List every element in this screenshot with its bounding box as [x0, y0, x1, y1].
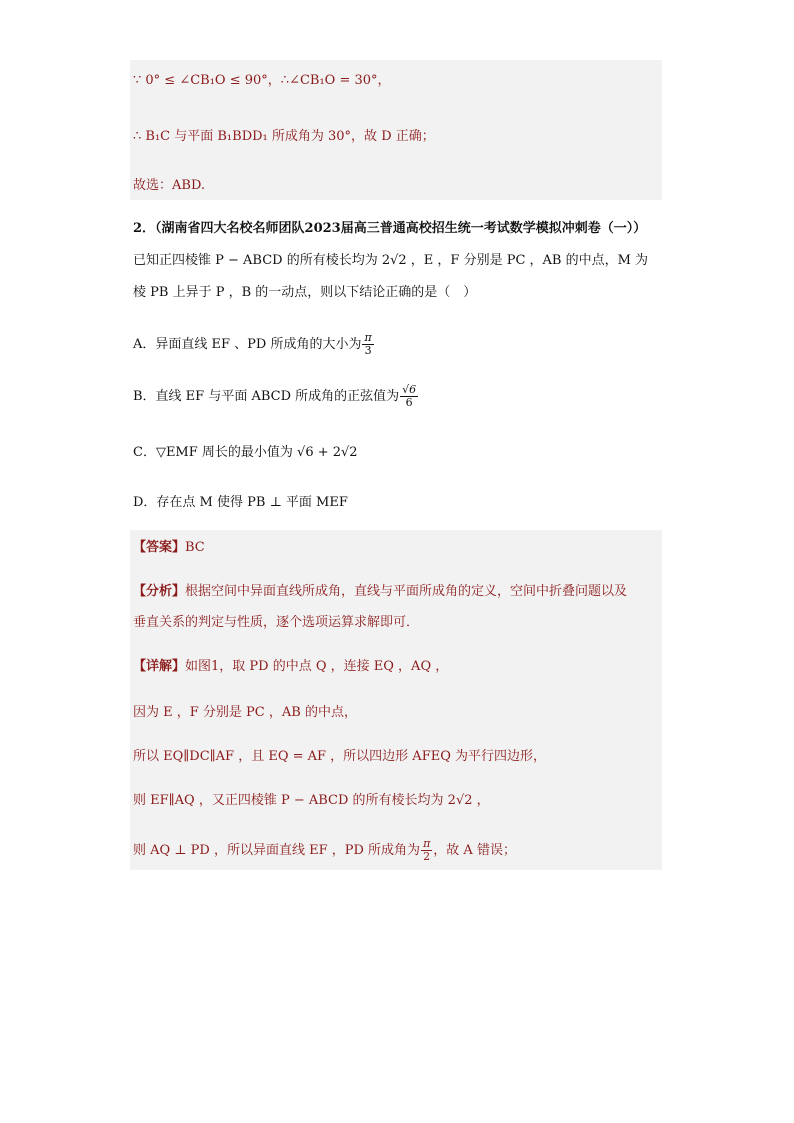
analysis-text-1: 根据空间中异面直线所成角，直线与平面所成角的定义，空间中折叠问题以及: [185, 584, 628, 599]
question-header: [133, 220, 646, 238]
detail-line-4: 则 EF∥AQ ，又正四棱锥 P − ABCD 的所有棱长均为 2√2 ，: [133, 793, 490, 808]
solution-box: [130, 530, 662, 870]
analysis-line-2: 垂直关系的判定与性质，逐个选项运算求解即可．: [133, 615, 420, 630]
option-a-text: A．异面直线 EF 、PD 所成角的大小为: [133, 337, 362, 352]
option-a: [133, 332, 375, 358]
answer-value: BC: [185, 540, 205, 555]
detail-frac-den: 2: [423, 850, 431, 863]
option-c: C．▽EMF 周长的最小值为 √6 + 2√2: [133, 445, 358, 460]
option-d: D．存在点 M 使得 PB ⊥ 平面 MEF: [133, 495, 348, 510]
detail-frac-num: π: [423, 837, 431, 850]
analysis-label: 【分析】: [133, 584, 186, 599]
question-stem-line-1: 已知正四棱锥 P − ABCD 的所有棱长均为 2√2 ，E ，F 分别是 PC ，AB 的中点，M 为: [133, 253, 649, 268]
detail-text-1: 如图1，取 PD 的中点 Q ，连接 EQ ，AQ ，: [185, 659, 449, 674]
detail-text-5: 则 AQ ⊥ PD ，所以异面直线 EF ，PD 所成角为: [133, 843, 421, 858]
detail-line-5-fraction: [421, 838, 432, 863]
answer-line: [133, 539, 205, 557]
option-b-text: B．直线 EF 与平面 ABCD 所成角的正弦值为: [133, 389, 400, 404]
analysis-line-1: [133, 583, 627, 601]
top-line-2: ∴ B₁C 与平面 B₁BDD₁ 所成角为 30°，故 D 正确；: [133, 129, 435, 144]
option-b-fraction: [400, 384, 418, 409]
question-number: 2．: [133, 221, 156, 236]
option-a-frac-den: 3: [364, 344, 372, 357]
answer-label: 【答案】: [133, 540, 186, 555]
option-a-frac-num: π: [364, 331, 372, 344]
detail-line-5: [133, 838, 516, 864]
detail-label: 【详解】: [133, 659, 186, 674]
detail-text-5-tail: ，故 A 错误；: [433, 843, 516, 858]
detail-line-2: 因为 E ，F 分别是 PC ，AB 的中点，: [133, 705, 357, 720]
top-line-3: 故选：ABD.: [133, 178, 206, 193]
option-b: [133, 384, 419, 410]
detail-line-1: [133, 658, 448, 676]
question-stem-line-2: 棱 PB 上异于 P ，B 的一动点，则以下结论正确的是（ ）: [133, 285, 477, 300]
option-b-frac-num: √6: [402, 383, 417, 396]
question-source: （湖南省四大名校名师团队2023届高三普通高校招生统一考试数学模拟冲刺卷（一））: [155, 221, 647, 236]
top-line-1: ∵ 0° ≤ ∠CB₁O ≤ 90°，∴∠CB₁O = 30°，: [133, 73, 391, 88]
option-a-fraction: [362, 332, 373, 357]
detail-line-3: 所以 EQ∥DC∥AF ，且 EQ = AF ，所以四边形 AFEQ 为平行四边形，: [133, 749, 546, 764]
option-b-frac-den: 6: [405, 396, 413, 409]
